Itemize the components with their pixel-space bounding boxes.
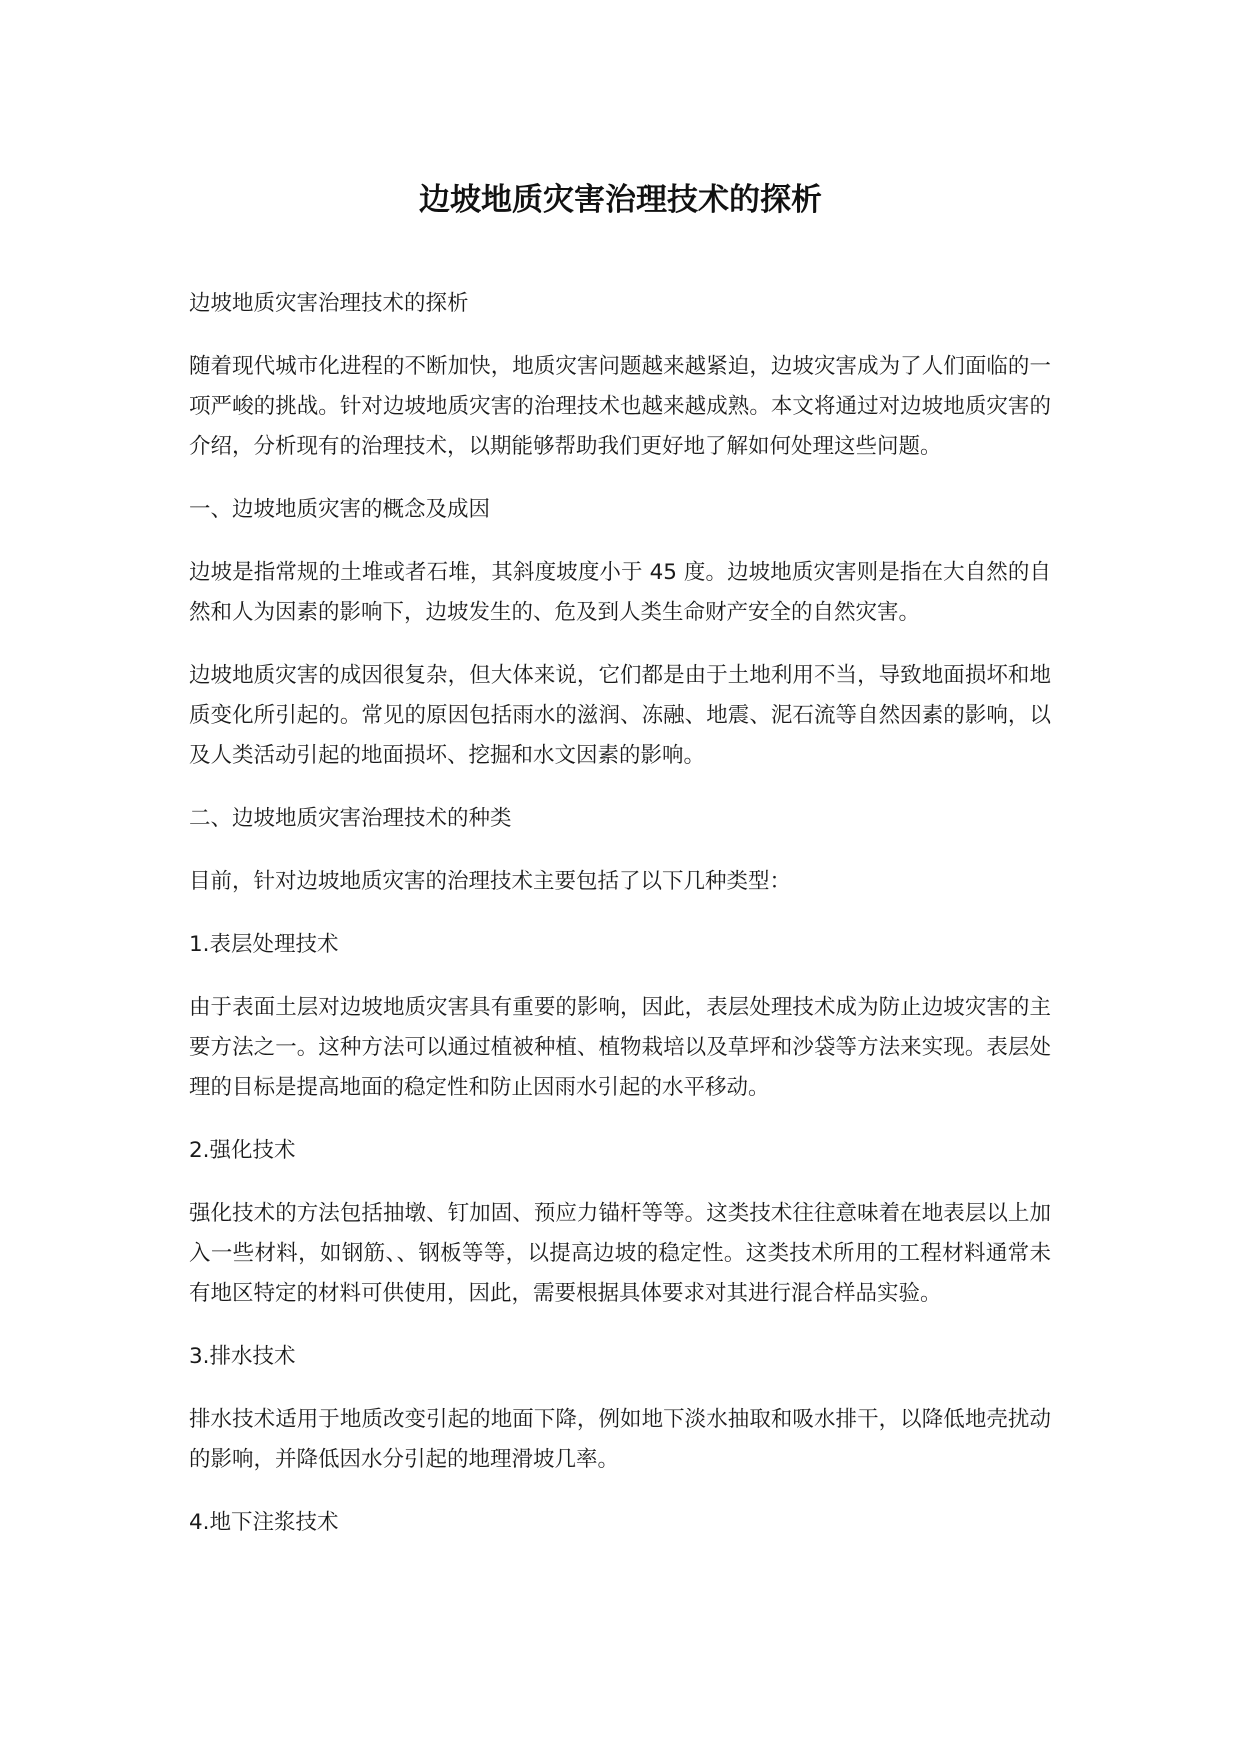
subsection-heading: 2.强化技术 — [189, 1138, 296, 1163]
section-heading: 二、边坡地质灾害治理技术的种类 — [189, 806, 512, 831]
subsection-heading: 3.排水技术 — [189, 1344, 296, 1369]
body-paragraph: 边坡是指常规的土堆或者石堆，其斜度坡度小于 45 度。边坡地质灾害则是指在大自然的自然和人为因素的影响下，边坡发生的、危及到人类生命财产安全的自然灾害。 — [189, 560, 1051, 625]
body-paragraph: 由于表面土层对边坡地质灾害具有重要的影响，因此，表层处理技术成为防止边坡灾害的主要方法之一。这种方法可以通过植被种植、植物栽培以及草坪和沙袋等方法来实现。表层处理的目标是提高地面的稳定性和防止因雨水引起的水平移动。 — [189, 995, 1051, 1100]
body-paragraph: 目前，针对边坡地质灾害的治理技术主要包括了以下几种类型： — [189, 869, 792, 894]
document-title: 边坡地质灾害治理技术的探析 — [419, 182, 822, 218]
subsection-heading: 1.表层处理技术 — [189, 932, 339, 957]
subtitle-paragraph: 边坡地质灾害治理技术的探析 — [189, 291, 469, 316]
section-heading: 一、边坡地质灾害的概念及成因 — [189, 497, 491, 522]
intro-paragraph: 随着现代城市化进程的不断加快，地质灾害问题越来越紧迫，边坡灾害成为了人们面临的一项严峻的挑战。针对边坡地质灾害的治理技术也越来越成熟。本文将通过对边坡地质灾害的介绍，分析现有的治理技术，以期能够帮助我们更好地了解如何处理这些问题。 — [189, 354, 1051, 459]
subsection-heading: 4.地下注浆技术 — [189, 1510, 339, 1535]
body-paragraph: 强化技术的方法包括抽墩、钉加固、预应力锚杆等等。这类技术往往意味着在地表层以上加入一些材料，如钢筋、、钢板等等，以提高边坡的稳定性。这类技术所用的工程材料通常未有地区特定的材料可供使用，因此，需要根据具体要求对其进行混合样品实验。 — [189, 1201, 1051, 1306]
body-paragraph: 边坡地质灾害的成因很复杂，但大体来说，它们都是由于土地利用不当，导致地面损坏和地质变化所引起的。常见的原因包括雨水的滋润、冻融、地震、泥石流等自然因素的影响，以及人类活动引起的地面损坏、挖掘和水文因素的影响。 — [189, 663, 1051, 768]
body-paragraph: 排水技术适用于地质改变引起的地面下降，例如地下淡水抽取和吸水排干，以降低地壳扰动的影响，并降低因水分引起的地理滑坡几率。 — [189, 1407, 1051, 1472]
document-body — [189, 284, 1051, 1566]
